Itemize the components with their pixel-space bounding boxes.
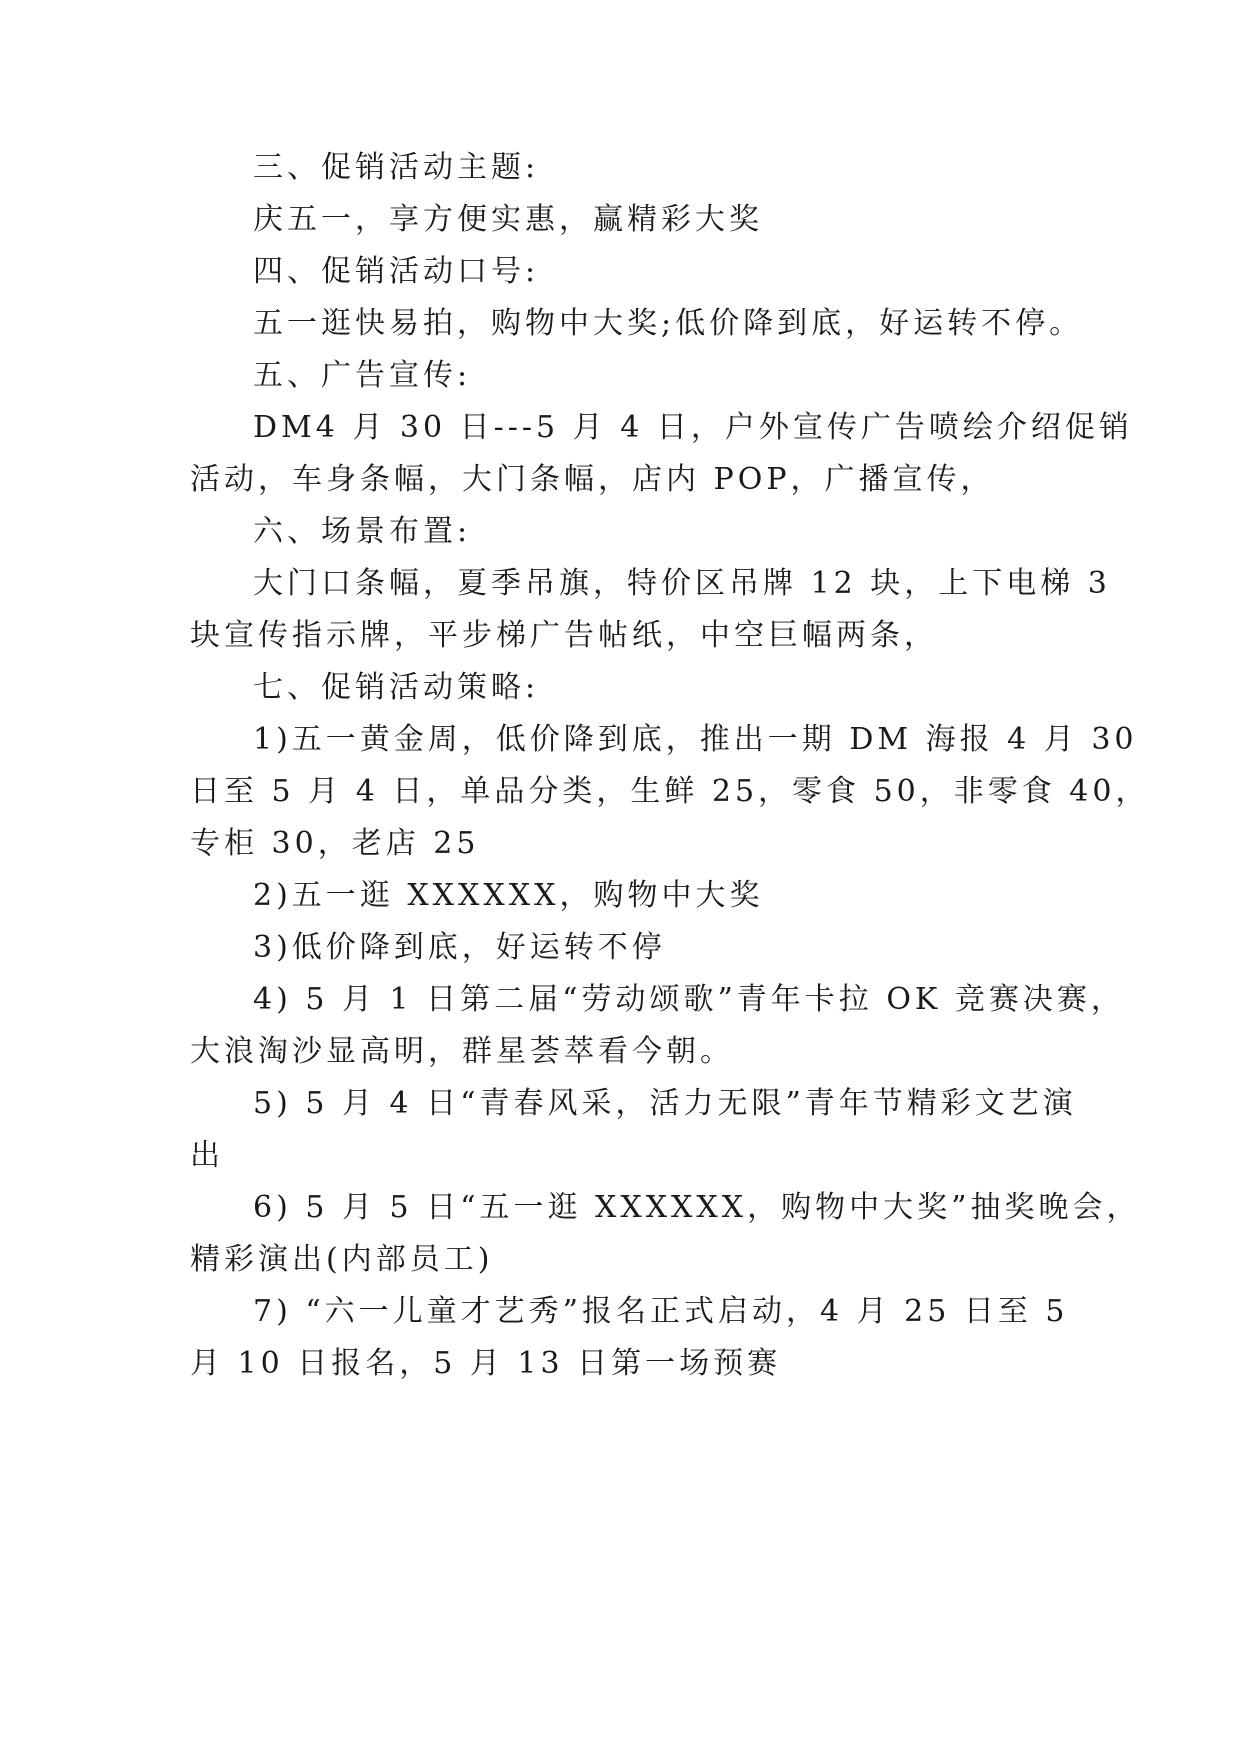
strategy-item-5-line-1: 5) 5 月 4 日“青春风采，活力无限”青年节精彩文艺演 [253,1086,1077,1121]
strategy-item-4-line-1: 4) 5 月 1 日第二届“劳动颂歌”青年卡拉 OK 竞赛决赛， [253,982,1125,1017]
heading-slogan: 四、促销活动口号: [253,254,540,289]
strategy-item-1-line-3: 专柜 30，老店 25 [190,826,480,861]
strategy-item-3: 3)低价降到底，好运转不停 [253,930,666,965]
strategy-item-2: 2)五一逛 XXXXXX，购物中大奖 [253,878,764,913]
strategy-item-1-line-1: 1)五一黄金周，低价降到底，推出一期 DM 海报 4 月 30 [253,722,1138,757]
strategy-item-5-line-2: 出 [190,1138,224,1173]
heading-promotion-theme: 三、促销活动主题: [253,150,540,185]
strategy-item-7-line-1: 7) “六一儿童才艺秀”报名正式启动，4 月 25 日至 5 [253,1294,1069,1329]
advertising-text-line-1: DM4 月 30 日---5 月 4 日，户外宣传广告喷绘介绍促销 [253,410,1133,445]
theme-text: 庆五一，享方便实惠，赢精彩大奖 [253,202,763,237]
strategy-item-6-line-2: 精彩演出(内部员工) [190,1242,494,1277]
strategy-item-7-line-2: 月 10 日报名，5 月 13 日第一场预赛 [190,1346,782,1381]
strategy-item-1-line-2: 日至 5 月 4 日，单品分类，生鲜 25，零食 50，非零食 40， [190,774,1150,809]
heading-strategy: 七、促销活动策略: [253,670,540,705]
heading-scene-layout: 六、场景布置: [253,514,472,549]
heading-advertising: 五、广告宣传: [253,358,472,393]
scene-text-line-1: 大门口条幅，夏季吊旗，特价区吊牌 12 块，上下电梯 3 [253,566,1111,601]
slogan-text: 五一逛快易拍，购物中大奖;低价降到底，好运转不停。 [253,306,1084,341]
strategy-item-6-line-1: 6) 5 月 5 日“五一逛 XXXXXX，购物中大奖”抽奖晚会， [253,1190,1141,1225]
advertising-text-line-2: 活动，车身条幅，大门条幅，店内 POP，广播宣传， [190,462,995,497]
strategy-item-4-line-2: 大浪淘沙显高明，群星荟萃看今朝。 [190,1034,734,1069]
scene-text-line-2: 块宣传指示牌，平步梯广告帖纸，中空巨幅两条， [190,618,938,653]
